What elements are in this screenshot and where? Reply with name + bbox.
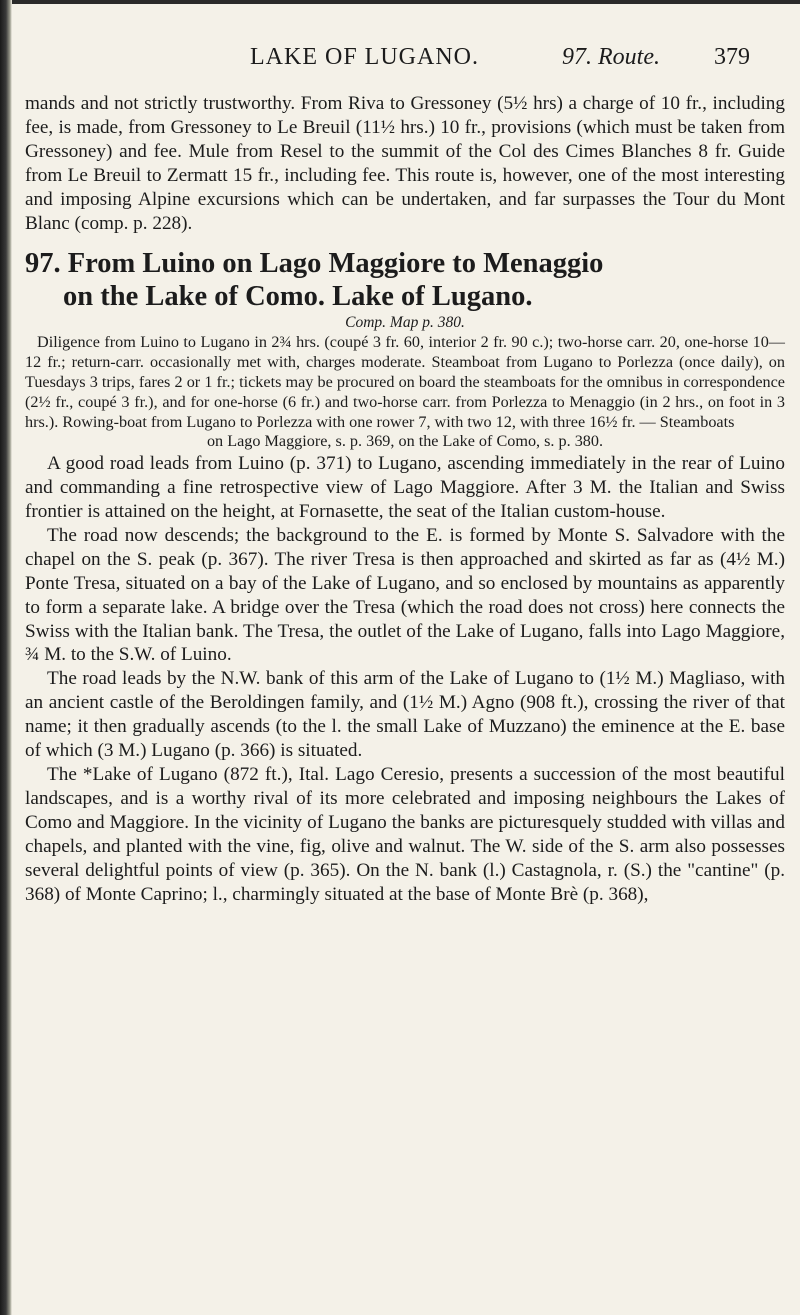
route-heading-line2: on the Lake of Como. Lake of Lugano.	[63, 281, 533, 313]
page-body	[25, 92, 785, 906]
route-heading-line1: 97. From Luino on Lago Maggiore to Menaggio	[25, 248, 604, 280]
transport-note-text: Diligence from Luino to Lugano in 2¾ hrs. (coupé 3 fr. 60, interior 2 fr. 90 c.); two-horse carr. 20, one-horse 10—12 fr.; return-carr. occasionally met with, charges moderate. Steamboat from Lugano to Porlezza (once daily), on Tuesdays 3 trips, fares 2 or 1 fr.; tickets may be procured on board the steamboats for the omnibus in correspondence (2½ fr., coupé 3 fr.), and for one-horse (6 fr.) and two-horse carr. from Porlezza to Menaggio (in 2 hrs., on foot in 3 hrs.). Rowing-boat from Lugano to Porlezza with one rower 7, with two 12, with three 16½ fr. — Steamboats	[25, 333, 785, 431]
page-number: 379	[714, 44, 750, 70]
transport-note	[25, 333, 785, 452]
intro-paragraph: mands and not strictly trustworthy. From Riva to Gressoney (5½ hrs) a charge of 10 fr., including fee, is made, from Gressoney to Le Breuil (11½ hrs.) 10 fr., provisions (which must be taken from Gressoney) and fee. Mule from Resel to the summit of the Col des Cimes Blanches 8 fr. Guide from Le Breuil to Zermatt 15 fr., including fee. This route is, however, one of the most interesting and imposing Alpine excursions which can be undertaken, and far surpasses the Tour du Mont Blanc (comp. p. 228).	[25, 93, 785, 234]
route-heading	[25, 247, 785, 313]
body-paragraph-2: The road now descends; the background to the E. is formed by Monte S. Salvadore with the chapel on the S. peak (p. 367). The river Tresa is then approached and skirted as far as (4½ M.) Ponte Tresa, situated on a bay of the Lake of Lugano, and so enclosed by mountains as apparently to form a separate lake. A bridge over the Tresa (which the road does not cross) here connects the Swiss with the Italian bank. The Tresa, the outlet of the Lake of Lugano, falls into Lago Maggiore, ¾ M. to the S.W. of Luino.	[25, 524, 785, 666]
running-title: LAKE OF LUGANO.	[250, 44, 479, 70]
transport-note-tail: on Lago Maggiore, s. p. 369, on the Lake of Como, s. p. 380.	[206, 432, 604, 451]
route-label: 97. Route.	[562, 44, 660, 70]
top-rule	[0, 0, 800, 4]
book-binding-edge	[0, 0, 12, 1315]
map-reference: Comp. Map p. 380.	[345, 314, 465, 332]
body-paragraph-4: The *Lake of Lugano (872 ft.), Ital. Lago Ceresio, presents a succession of the most beautiful landscapes, and is a worthy rival of its more celebrated and imposing neighbours the Lakes of Como and Maggiore. In the vicinity of Lugano the banks are picturesquely studded with villas and chapels, and planted with the vine, fig, olive and walnut. The W. side of the S. arm also possesses several delightful points of view (p. 365). On the N. bank (l.) Castagnola, r. (S.) the "cantine" (p. 368) of Monte Caprino; l., charmingly situated at the base of Monte Brè (p. 368),	[25, 764, 785, 905]
body-paragraph-3: The road leads by the N.W. bank of this arm of the Lake of Lugano to (1½ M.) Magliaso, with an ancient castle of the Beroldingen family, and (1½ M.) Agno (908 ft.), crossing the river of that name; it then gradually ascends (to the l. the small Lake of Muzzano) the eminence at the E. base of which (3 M.) Lugano (p. 366) is situated.	[25, 668, 785, 762]
page-header	[0, 44, 800, 84]
body-paragraph-1: A good road leads from Luino (p. 371) to Lugano, ascending immediately in the rear of Luino and commanding a fine retrospective view of Lago Maggiore. After 3 M. the Italian and Swiss frontier is attained on the height, at Fornasette, the seat of the Italian custom-house.	[25, 453, 785, 523]
